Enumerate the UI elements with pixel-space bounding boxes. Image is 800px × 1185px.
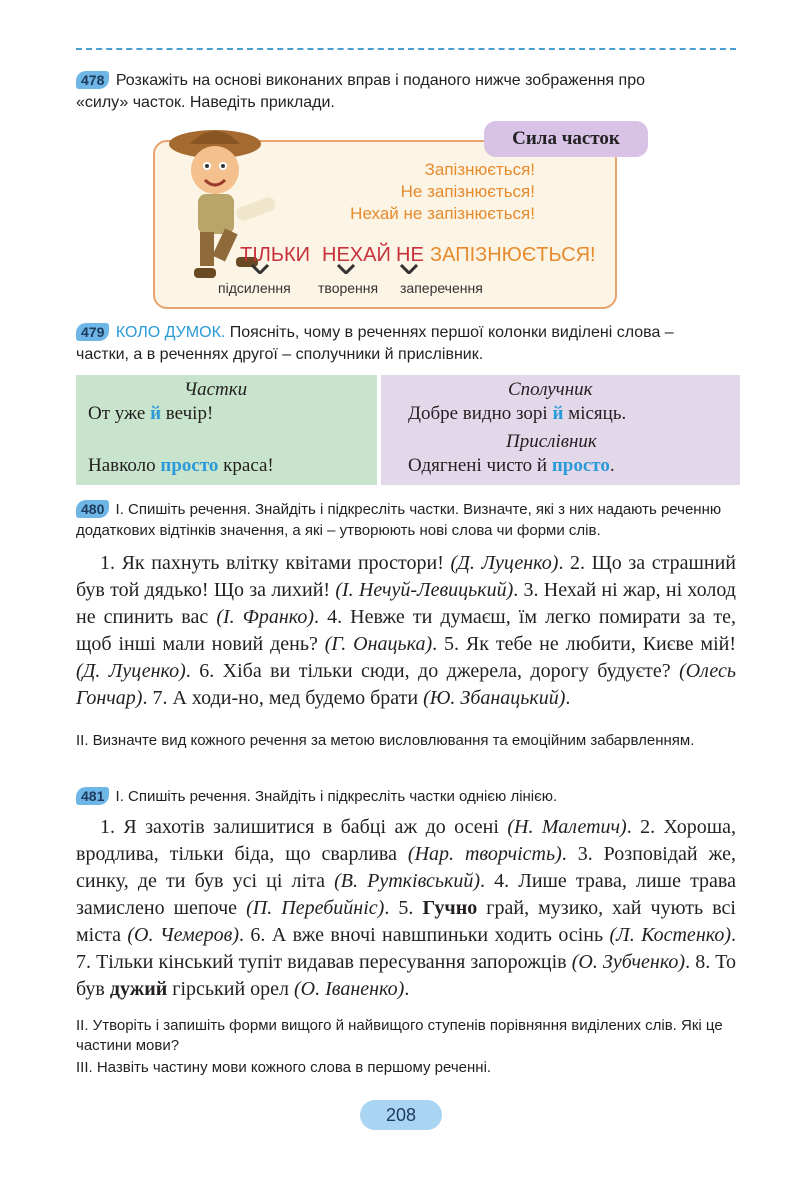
exercise-481-task2: ІІ. Утворіть і запишіть форми вищого й найвищого ступенів порівняння виділених слів. Які це частини мови?	[76, 1017, 723, 1054]
page-number: 208	[360, 1100, 442, 1130]
exercise-480-sentences: 1. Як пахнуть влітку квітами простори! (Д. Луценко). 2. Що за страшний був той дядько! Що за лихий! (І. Нечуй-Левицький). 3. Нехай ні жар, ні холод не спинить вас (І. Франко). 4. Невже ти думаєш, їм легко помирати за те, щоб інші мали новий день? (Г. Онацька). 5. Як тебе не любити, Києве мій! (Д. Луценко). 6. Хіба ви тільки сюди, до джерела, дорогу будуєте? (Олесь Гончар). 7. А ходи-но, мед будемо брати (Ю. Збанацький).	[76, 552, 736, 709]
word-ne: НЕ	[396, 244, 424, 266]
label-tvorennia: творення	[318, 280, 379, 296]
exercise-478	[76, 70, 736, 114]
comparison-table	[76, 375, 740, 485]
word-tilky: ТІЛЬКИ	[240, 244, 311, 266]
column-header: Сполучник	[508, 379, 593, 400]
top-divider	[76, 48, 736, 50]
boy-explorer-image	[160, 122, 290, 297]
exercise-481-sentences: 1. Я захотів залишитися в бабці аж до осені (Н. Малетич). 2. Хороша, вродлива, тільки біда, що сварлива (Нар. творчість). 3. Розповідай же, синку, де ти був усі ці літа (В. Рутківський). 4. Лише трава, лише трава замислено шепоче (П. Перебийніс). 5. Гучно грай, музико, хай чують всі міста (О. Чемеров). 6. А вже вночі навшпиньки ходить осінь (Л. Костенко). 7. Тільки кінський тупіт видавав пересування запорожців (О. Зубченко). 8. То був дужий гірський орел (О. Іваненко).	[76, 816, 736, 1000]
illustration-title: Сила часток	[484, 121, 648, 157]
exercise-text: І. Спишіть речення. Знайдіть і підкресліть частки. Визначте, які з них надають реченню додаткових відтінків значення, а які – утворюють нові слова чи форми слів.	[76, 501, 722, 539]
label-zaperechennia: заперечення	[400, 280, 483, 296]
table-cell: Одягнені чисто й просто.	[408, 455, 615, 476]
section-lead: КОЛО ДУМОК.	[115, 324, 226, 341]
chevron-down-icon	[251, 264, 269, 274]
exercise-text: Поясніть, чому в реченнях першої колонки виділені слова –	[229, 324, 674, 341]
exercise-number: 479	[76, 323, 109, 341]
exercise-481	[76, 786, 736, 807]
exercise-480-task2: ІІ. Визначте вид кожного речення за метою висловлювання та емоційним забарвленням.	[76, 732, 695, 749]
table-cell: От уже й вечір!	[88, 403, 214, 424]
exercise-text: Розкажіть на основі виконаних вправ і поданого нижче зображення про	[115, 72, 645, 89]
column-header: Прислівник	[506, 431, 597, 452]
table-cell: Навколо просто краса!	[88, 455, 274, 476]
label-pidsylennia: підсилення	[218, 280, 291, 296]
phrase-3: Нехай не запізнюється!	[350, 204, 535, 223]
exercise-text: «силу» часток. Наведіть приклади.	[76, 94, 335, 111]
exercise-number: 480	[76, 500, 109, 518]
table-cell: Добре видно зорі й місяць.	[408, 403, 627, 424]
exercise-481-task3: ІІІ. Назвіть частину мови кожного слова в першому реченні.	[76, 1059, 492, 1076]
exercise-text: І. Спишіть речення. Знайдіть і підкресліть частки однією лінією.	[115, 788, 558, 805]
phrase-1: Запізнюється!	[424, 160, 535, 179]
chevron-down-icon	[400, 264, 418, 274]
word-zapiznyuietsya: ЗАПІЗНЮЄТЬСЯ!	[430, 244, 596, 266]
word-nekhay: НЕХАЙ	[322, 244, 391, 266]
exercise-number: 481	[76, 787, 109, 805]
column-header: Частки	[184, 379, 248, 400]
exercise-479	[76, 322, 736, 366]
exercise-480	[76, 499, 736, 541]
chevron-down-icon	[337, 264, 355, 274]
exercise-number: 478	[76, 71, 109, 89]
phrase-2: Не запізнюється!	[400, 182, 535, 201]
exercise-text: частки, а в реченнях другої – сполучники й прислівник.	[76, 346, 484, 363]
